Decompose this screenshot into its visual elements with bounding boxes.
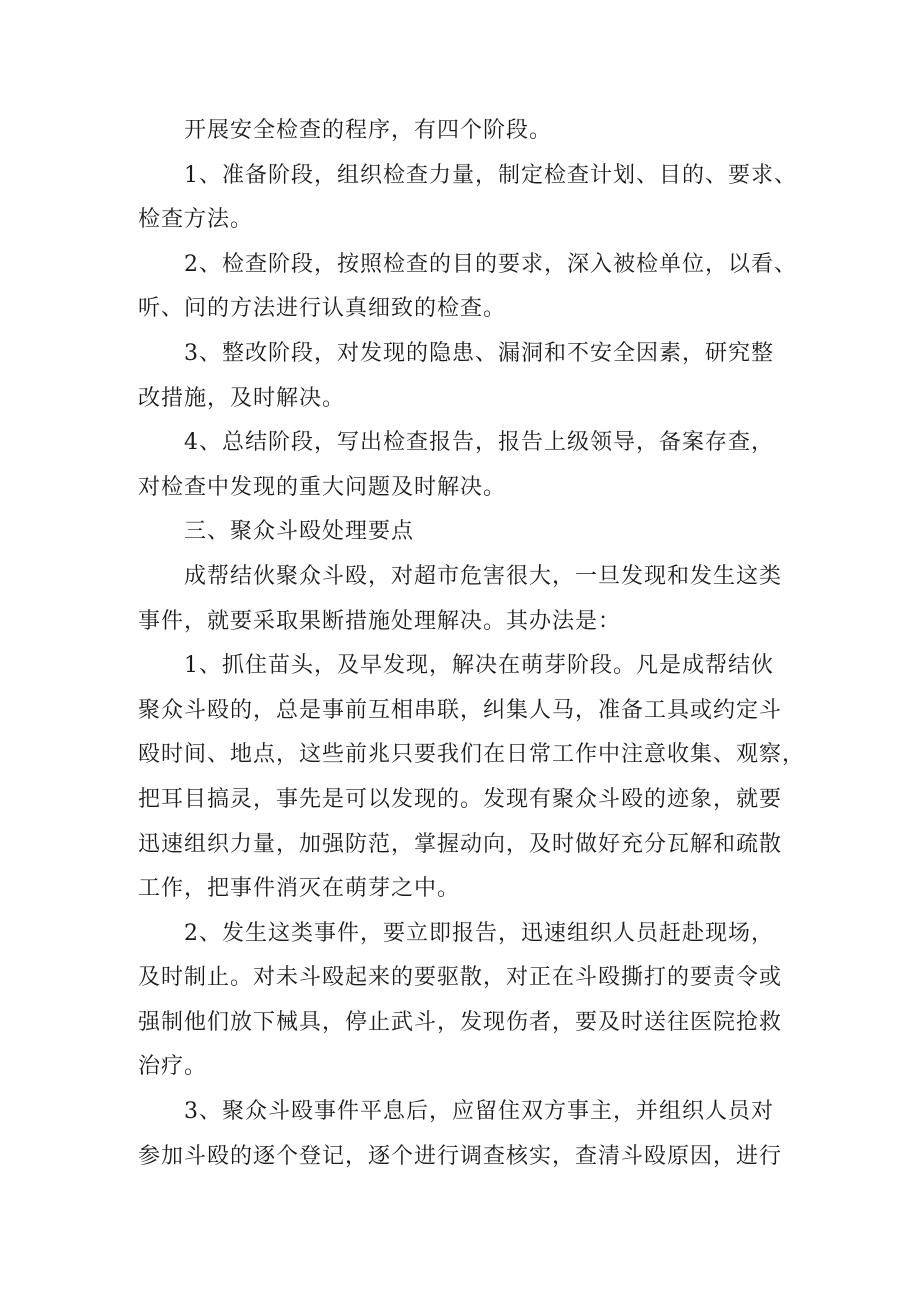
text-line: 强制他们放下械具，停止武斗，发现伤者，要及时送往医院抢救 (138, 1009, 783, 1035)
text-line: 及时制止。对未斗殴起来的要驱散，对正在斗殴撕打的要责令或 (138, 965, 783, 991)
text-line: 迅速组织力量，加强防范，掌握动向，及时做好充分瓦解和疏散 (138, 831, 783, 857)
text-line: 2、检查阶段，按照检查的目的要求，深入被检单位，以看、 (184, 251, 797, 277)
text-line: 改措施，及时解决。 (138, 385, 346, 411)
text-line: 参加斗殴的逐个登记，逐个进行调查核实，查清斗殴原因，进行 (138, 1143, 783, 1169)
text-line: 把耳目搞灵，事先是可以发现的。发现有聚众斗殴的迹象，就要 (138, 786, 783, 812)
text-line: 治疗。 (138, 1054, 208, 1080)
text-line: 成帮结伙聚众斗殴，对超市危害很大，一旦发现和发生这类 (184, 563, 783, 589)
document-body (138, 109, 806, 1179)
text-line: 听、问的方法进行认真细致的检查。 (138, 296, 507, 322)
text-line: 1、准备阶段，组织检查力量，制定检查计划、目的、要求、 (184, 162, 797, 188)
text-line: 事件，就要采取果断措施处理解决。其办法是： (138, 608, 622, 634)
text-line: 工作，把事件消灭在萌芽之中。 (138, 876, 461, 902)
text-line: 对检查中发现的重大问题及时解决。 (138, 474, 507, 500)
text-line: 3、整改阶段，对发现的隐患、漏洞和不安全因素，研究整 (184, 340, 774, 366)
text-line: 殴时间、地点，这些前兆只要我们在日常工作中注意收集、观察， (138, 742, 806, 768)
text-line: 3、聚众斗殴事件平息后，应留住双方事主，并组织人员对 (184, 1099, 774, 1125)
text-line: 聚众斗殴的，总是事前互相串联，纠集人马，准备工具或约定斗 (138, 697, 783, 723)
text-line: 2、发生这类事件，要立即报告，迅速组织人员赶赴现场， (184, 920, 774, 946)
text-line: 开展安全检查的程序，有四个阶段。 (184, 118, 553, 143)
text-line: 4、总结阶段，写出检查报告，报告上级领导，备案存查， (184, 430, 774, 456)
text-line: 1、抓住苗头，及早发现，解决在萌芽阶段。凡是成帮结伙 (184, 653, 774, 679)
text-line: 检查方法。 (138, 207, 254, 233)
text-line: 三、聚众斗殴处理要点 (184, 519, 415, 545)
